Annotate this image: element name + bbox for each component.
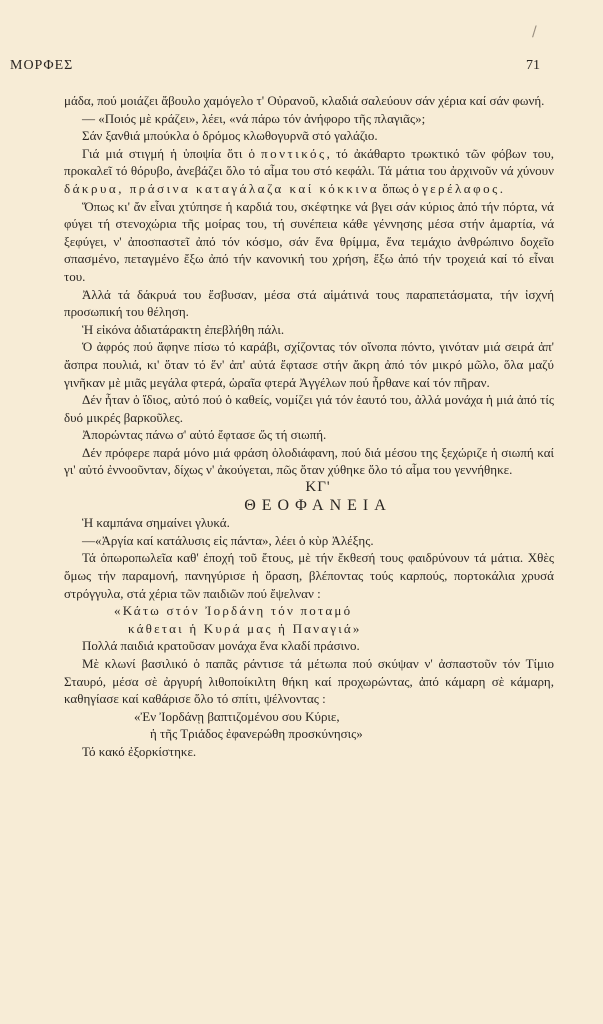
paragraph: Πολλά παιδιά κρατοῦσαν μονάχα ἕνα κλαδί πράσινο. [82,638,360,654]
paragraph: Ὁ ἀφρός πού ἄφηνε πίσω τό καράβι, σχίζοντας τόν οἴνοπα πόντο, γινόταν μιά σειρά ἀπ' ἄσπρα πουλιά, κι' ὅταν τό ἕν' ἀπ' αὐτά ἔφτασε στήν ἄκρη ἀπό τόν μικρό μῶλο, ὅλα μαζύ γινῆκαν μὲ μιᾶς μεγάλα φτερά, ὡραῖα φτερά Ἀγγέλων πού ἦρθανε καί τόν πῆραν. [64,339,554,390]
paragraph: Ἡ καμπάνα σημαίνει γλυκά. [82,515,230,531]
text-run: Γιά μιά στιγμή ἡ ὑποψία ὅτι ὁ [82,145,262,161]
paragraph: Τό κακό ἐξορκίστηκε. [82,743,197,759]
text-run: . [499,180,503,196]
hymn-line: «Ἐν Ἰορδάνῃ βαπτιζομένου σου Κύριε, [134,708,340,724]
paragraph: Δέν πρόφερε παρά μόνο μιά φράση ὁλοδιάφανη, πού διά μέσου της ξεχώριζε ἡ σιωπή καί γι' αὐτό ἐννοοῦνταν, δίχως ν' ἀκούγεται, πῶς ὅταν χύθηκε ὅλο τό αἷμα του γεννήθηκε. [64,444,554,478]
paragraph: Ὅπως κι' ἄν εἶναι χτύπησε ἡ καρδιά του, σκέφτηκε νά βγει σάν κύριος ἀπό τήν πόρτα, νά φύγει τή στενοχώρια τῆς μοίρας του, τή συνέπεια κάθε γέννησης μέσα στήν ἁμαρτία, νά ξεφύγει, ν' ἀποσπαστεῖ ἀπό τόν κόσμο, σάν ἕνα θρίμμα, ἕνα τεμάχιο ἀνθρώπινο δοχεῖο σπασμένο, πεταγμένο ἔξω ἀπό τήν κανονική του χρήση, ἔξω ἀπό τήν τροχειά καί τό εἶναι του. [64,198,554,284]
spaced-text: ποντικός [261,145,327,161]
chapter-title: ΘΕΟΦΑΝΕΙΑ [244,496,392,514]
body-text [64,92,554,761]
paragraph: Δέν ἦταν ὁ ἴδιος, αὐτό πού ὁ καθείς, νομίζει γιά τόν ἑαυτό του, ἀλλά μονάχα ἡ μιά ἀπό τίς δυό μικρές βαρκοῦλες. [64,392,554,425]
paragraph: μάδα, πού μοιάζει ἄβουλο χαμόγελο τ' Οὐρανοῦ, κλαδιά σαλεύουν σάν χέρια καί σάν φωνή. [64,93,545,108]
paragraph: Ἀλλά τά δάκρυά του ἔσβυσαν, μέσα στά αἱμάτινά τους παραπετάσματα, τήν ἰσχνή προσωπική του θέληση. [64,286,554,320]
page-number: 71 [526,58,540,73]
verse-line: κάθεται ἡ Κυρά μας ἡ Παναγιά» [128,620,362,636]
running-title: ΜΟΡΦΕΣ [10,58,74,73]
spaced-text: γερέλαφος [422,180,500,196]
paragraph: Ἀπορώντας πάνω σ' αὐτό ἔφτασε ὥς τή σιωπή. [82,427,327,443]
running-header [10,58,540,80]
corner-mark: / [532,24,537,40]
spaced-text: δάκρυα, πράσινα καταγάλαζα καί κόκκινα [64,180,380,196]
paragraph: Σάν ξανθιά μπούκλα ὁ δρόμος κλωθογυρνᾶ στό γαλάζιο. [82,128,378,144]
chapter-number: ΚΓ' [305,479,331,496]
paragraph-suspicion [64,145,554,198]
paragraph: —«Ἀργία καί κατάλυσις εἰς πάντα», λέει ὁ κὺρ Ἀλέξης. [82,532,374,548]
verse-line: «Κάτω στόν Ἰορδάνη τόν ποταμό [114,603,353,619]
hymn-line: ἡ τῆς Τριάδος ἐφανερώθη προσκύνησις» [150,726,363,742]
text-run: , τό ἀκάθαρτο τρωκτικό τῶν φόβων του, προκαλεῖ τό θόρυβο, ἀνεβάζει ὅλο τό αἷμα του στό κεφάλι. Τά μάτια του ἀρχινοῦν νά χύνουν [64,145,554,179]
paragraph: Τά ὀπωροπωλεῖα καθ' ἐποχή τοῦ ἔτους, μὲ τήν ἔκθεσή τους φαιδρύνουν τά μάτια. Χθὲς ὅμως τήν παραμονή, πανηγύρισε ἡ ὅραση, βλέποντας τούς καρπούς, πορτοκάλια χρυσά στρόγγυλα, στά χέρια τῶν παιδιῶν πού ἔψελναν : [64,550,554,601]
paragraph: — «Ποιός μὲ κράζει», λέει, «νά πάρω τόν ἀνήφορο τῆς πλαγιᾶς»; [82,110,426,126]
paragraph: Μὲ κλωνί βασιλικό ὁ παπᾶς ράντισε τά μέτωπα πού σκύψαν ν' ἀσπαστοῦν τόν Τίμιο Σταυρό, μέσα σὲ ἀργυρή λιθοποίκιλτη θήκη καί προχωρώντας, ἀπό κάμαρη σὲ κάμαρη, καθηγίασε καί καθάρισε ὅλο τό σπίτι, ψέλνοντας : [64,656,554,707]
paragraph: Ἡ εἰκόνα ἀδιατάρακτη ἐπεβλήθη πάλι. [82,321,285,337]
text-run: ὅπως ὁ [379,180,423,196]
